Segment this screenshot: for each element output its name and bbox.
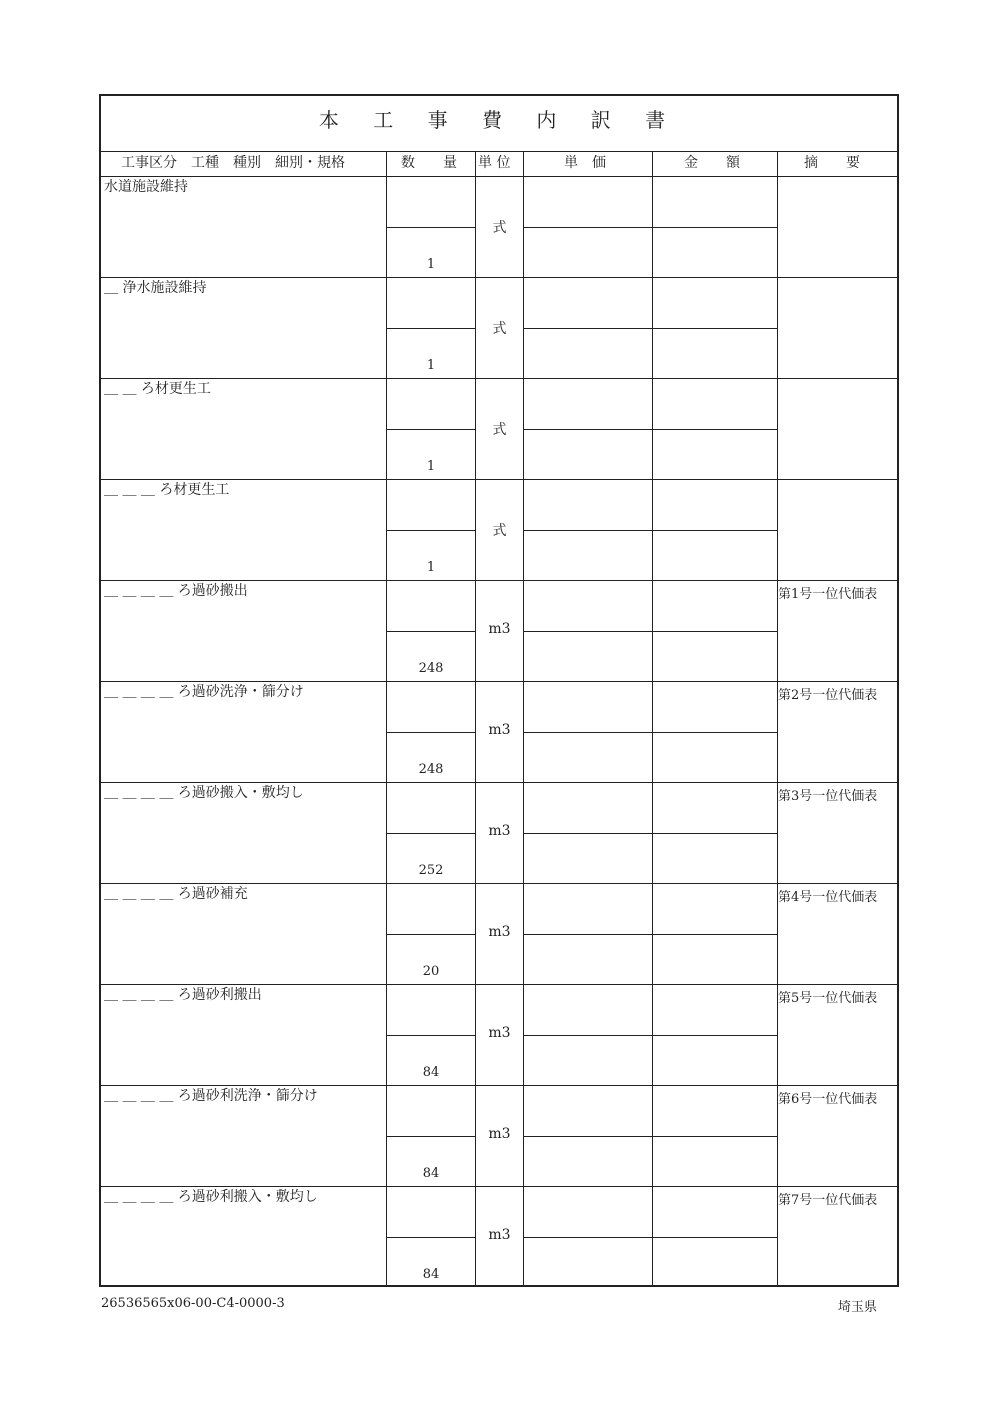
row-rule [101, 378, 897, 379]
quantity-split-rule [386, 1237, 475, 1238]
item-remarks: 第3号一位代価表 [778, 789, 878, 804]
row-rule [101, 1085, 897, 1086]
quantity-split-rule [386, 833, 475, 834]
cost-breakdown-sheet [99, 94, 899, 1287]
document-code: 26536565x06-00-C4-0000-3 [101, 1296, 285, 1311]
item-remarks: 第1号一位代価表 [778, 587, 878, 602]
row-rule [101, 984, 897, 985]
item-remarks: 第2号一位代価表 [778, 688, 878, 703]
price-split-rule [523, 1136, 777, 1137]
row-rule [101, 1186, 897, 1187]
item-quantity: 248 [418, 762, 444, 777]
issuer-name: 埼玉県 [838, 1300, 878, 1315]
item-unit: 式 [492, 321, 507, 337]
item-remarks: 第4号一位代価表 [778, 890, 878, 905]
item-unit: m3 [488, 722, 511, 738]
item-quantity: 20 [422, 964, 440, 979]
quantity-split-rule [386, 429, 475, 430]
item-quantity: 1 [426, 459, 436, 474]
item-remarks: 第5号一位代価表 [778, 991, 878, 1006]
quantity-split-rule [386, 631, 475, 632]
item-unit: m3 [488, 621, 511, 637]
item-unit: 式 [492, 523, 507, 539]
price-split-rule [523, 1035, 777, 1036]
header-category: 工事区分 工種 種別 細別・規格 [121, 155, 345, 171]
row-rule [101, 681, 897, 682]
header-remarks: 摘 要 [804, 155, 860, 171]
item-name: ＿ ＿ ＿ ＿ ろ過砂利洗浄・篩分け [104, 1088, 318, 1104]
item-unit: m3 [488, 1126, 511, 1142]
item-name: ＿ ＿ ＿ ＿ ろ過砂洗浄・篩分け [104, 684, 304, 700]
row-rule [101, 883, 897, 884]
quantity-split-rule [386, 934, 475, 935]
price-split-rule [523, 732, 777, 733]
item-name: 水道施設維持 [104, 179, 188, 195]
item-quantity: 84 [422, 1267, 440, 1282]
column-rule-amount [652, 151, 653, 1285]
price-split-rule [523, 227, 777, 228]
price-split-rule [523, 833, 777, 834]
price-split-rule [523, 631, 777, 632]
quantity-split-rule [386, 227, 475, 228]
item-unit: m3 [488, 1025, 511, 1041]
header-unit: 単 位 [478, 155, 511, 171]
item-quantity: 252 [418, 863, 444, 878]
item-name: ＿ ＿ ＿ ＿ ろ過砂搬出 [104, 583, 248, 599]
quantity-split-rule [386, 530, 475, 531]
price-split-rule [523, 328, 777, 329]
document-title: 本 工 事 費 内 訳 書 [318, 108, 680, 132]
item-unit: m3 [488, 1227, 511, 1243]
header-quantity: 数 量 [401, 155, 457, 171]
header-amount: 金 額 [684, 155, 740, 171]
column-rule-remarks [777, 151, 778, 1285]
item-quantity: 1 [426, 560, 436, 575]
item-name: ＿ ＿ ＿ ＿ ろ過砂利搬入・敷均し [104, 1189, 318, 1205]
price-split-rule [523, 530, 777, 531]
item-unit: 式 [492, 422, 507, 438]
price-split-rule [523, 1237, 777, 1238]
header-unit-price: 単 価 [564, 155, 606, 171]
price-split-rule [523, 934, 777, 935]
item-quantity: 1 [426, 257, 436, 272]
price-split-rule [523, 429, 777, 430]
item-quantity: 248 [418, 661, 444, 676]
item-name: ＿ ＿ ＿ ろ材更生工 [104, 482, 230, 498]
item-quantity: 84 [422, 1065, 440, 1080]
item-quantity: 1 [426, 358, 436, 373]
item-name: ＿ ＿ ＿ ＿ ろ過砂補充 [104, 886, 248, 902]
item-remarks: 第6号一位代価表 [778, 1092, 878, 1107]
item-remarks: 第7号一位代価表 [778, 1193, 878, 1208]
item-unit: 式 [492, 220, 507, 236]
column-rule-quantity [386, 151, 387, 1285]
item-name: ＿ ＿ ＿ ＿ ろ過砂搬入・敷均し [104, 785, 304, 801]
quantity-split-rule [386, 1136, 475, 1137]
item-name: ＿ ＿ ろ材更生工 [104, 381, 211, 397]
item-unit: m3 [488, 823, 511, 839]
item-name: ＿ ＿ ＿ ＿ ろ過砂利搬出 [104, 987, 262, 1003]
item-unit: m3 [488, 924, 511, 940]
quantity-split-rule [386, 1035, 475, 1036]
quantity-split-rule [386, 328, 475, 329]
row-rule [101, 277, 897, 278]
quantity-split-rule [386, 732, 475, 733]
item-quantity: 84 [422, 1166, 440, 1181]
row-rule [101, 580, 897, 581]
row-rule [101, 479, 897, 480]
item-name: ＿ 浄水施設維持 [104, 280, 207, 296]
column-rule-unit-price [523, 151, 524, 1285]
row-rule [101, 782, 897, 783]
